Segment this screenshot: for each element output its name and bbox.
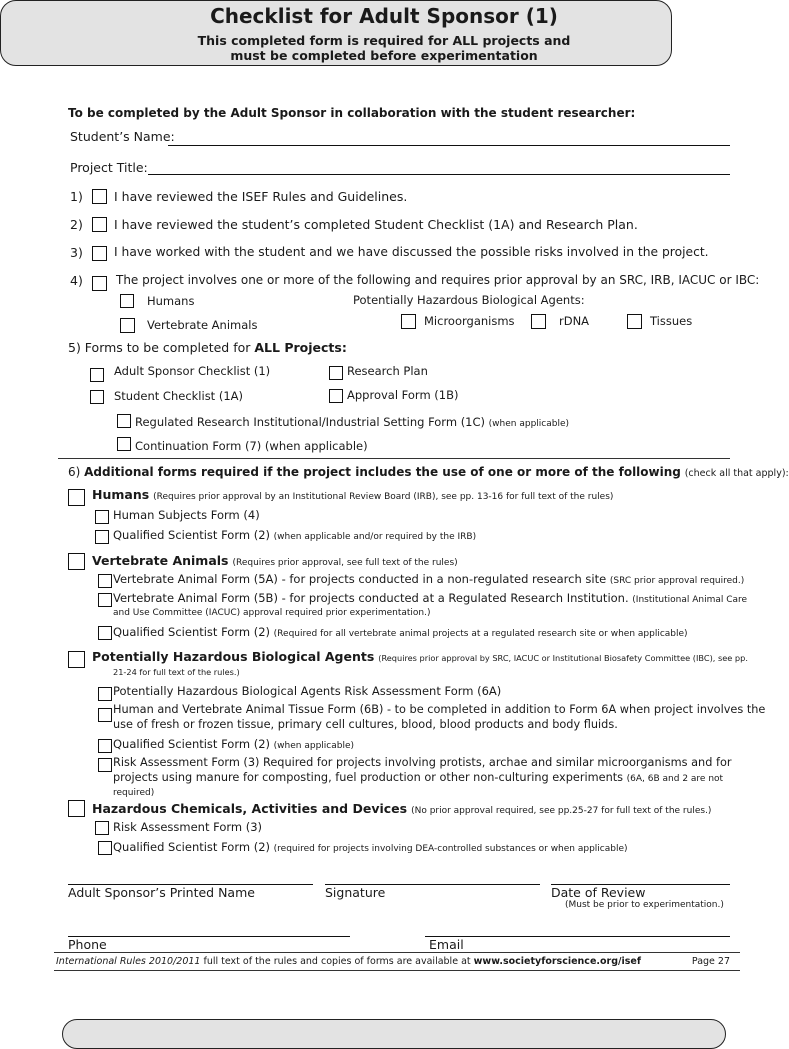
- phba-6b-label: Human and Vertebrate Animal Tissue Form (6B) - to be completed in addition to Form 6A when project involves the: [113, 703, 766, 716]
- phba-note: 21-24 for full text of the rules.): [113, 667, 240, 677]
- humans-form4-label: Human Subjects Form (4): [113, 508, 260, 522]
- humans-form2-checkbox[interactable]: [95, 530, 109, 544]
- form1a-label: Student Checklist (1A): [114, 389, 244, 403]
- item4-rdna-checkbox[interactable]: [531, 314, 546, 329]
- project-title-label: Project Title:: [70, 160, 148, 175]
- item4-text: The project involves one or more of the following and requires prior approval by an SRC, IRB, IACUC or IBC:: [116, 273, 760, 287]
- form7-label: Continuation Form (7) (when applicable): [135, 439, 368, 453]
- item3-text: I have worked with the student and we have discussed the possible risks involved in the project.: [114, 245, 709, 259]
- item3-number: 3): [70, 245, 83, 260]
- form1c-label: Regulated Research Institutional/Industrial Setting Form (1C) (when applicable): [135, 415, 570, 429]
- item4-vertebrate-checkbox[interactable]: [120, 318, 135, 333]
- item1-text: I have reviewed the ISEF Rules and Guidelines.: [114, 189, 408, 204]
- vertebrate-5a-label: Vertebrate Animal Form (5A) - for projects conducted in a non-regulated research site (SRC prior approval required.): [113, 572, 745, 586]
- form-title: Checklist for Adult Sponsor (1): [210, 4, 558, 28]
- item4-checkbox[interactable]: [92, 276, 107, 291]
- email-label: Email: [429, 937, 464, 952]
- chem-form2-label: Qualified Scientist Form (2) (required for projects involving DEA-controlled substances or when applicable): [113, 840, 628, 854]
- section6-heading: 6) Additional forms required if the project includes the use of one or more of the following (check all that apply):: [68, 465, 789, 479]
- form1a-checkbox[interactable]: [90, 390, 104, 404]
- vertebrate-heading: Vertebrate Animals (Requires prior approval, see full text of the rules): [92, 553, 458, 568]
- item2-text: I have reviewed the student’s completed Student Checklist (1A) and Research Plan.: [114, 217, 638, 232]
- item4-phba-label: Potentially Hazardous Biological Agents:: [353, 293, 585, 307]
- vertebrate-5b-checkbox[interactable]: [98, 593, 112, 607]
- vertebrate-form2-checkbox[interactable]: [98, 626, 112, 640]
- phone-label: Phone: [68, 937, 107, 952]
- form1c-checkbox[interactable]: [117, 414, 131, 428]
- chem-form2-checkbox[interactable]: [98, 841, 112, 855]
- item4-humans-label: Humans: [147, 294, 195, 308]
- item1-number: 1): [70, 189, 83, 204]
- phba-checkbox[interactable]: [68, 651, 85, 668]
- signature-label: Signature: [325, 885, 386, 900]
- item5-label: 5) Forms to be completed for ALL Projects:: [68, 340, 347, 355]
- research-plan-checkbox[interactable]: [329, 366, 343, 380]
- phba-form3-checkbox[interactable]: [98, 758, 112, 772]
- form7-checkbox[interactable]: [117, 437, 131, 451]
- chem-heading: Hazardous Chemicals, Activities and Devices (No prior approval required, see pp.25-27 for full text of the rules.): [92, 801, 712, 816]
- humans-checkbox[interactable]: [68, 489, 85, 506]
- phba-form3-label: Risk Assessment Form (3) Required for projects involving protists, archae and similar microorganisms and for: [113, 756, 732, 769]
- item4-number: 4): [70, 273, 83, 288]
- form-subtitle-line2: must be completed before experimentation: [230, 48, 538, 63]
- humans-form2-label: Qualified Scientist Form (2) (when applicable and/or required by the IRB): [113, 528, 477, 542]
- email-line[interactable]: [425, 936, 730, 937]
- phba-6b-checkbox[interactable]: [98, 708, 112, 722]
- phba-6b-label-cont: use of fresh or frozen tissue, primary cell cultures, blood, blood products and body fluids.: [113, 718, 618, 731]
- page-number: Page 27: [691, 956, 730, 967]
- vertebrate-5b-note: and Use Committee (IACUC) approval required prior experimentation.): [113, 608, 431, 618]
- project-title-field[interactable]: [148, 174, 730, 175]
- form1b-checkbox[interactable]: [329, 389, 343, 403]
- phba-form2-checkbox[interactable]: [98, 739, 112, 753]
- form1-checkbox[interactable]: [90, 368, 104, 382]
- student-name-field[interactable]: [168, 145, 730, 146]
- phone-line[interactable]: [68, 936, 350, 937]
- section-divider: [58, 458, 730, 459]
- item4-tissues-label: Tissues: [650, 314, 693, 328]
- item2-number: 2): [70, 217, 83, 232]
- student-name-label: Student’s Name:: [70, 129, 175, 144]
- item4-humans-checkbox[interactable]: [120, 294, 134, 308]
- humans-heading: Humans (Requires prior approval by an Institutional Review Board (IRB), see pp. 13-16 for full text of the rules): [92, 487, 614, 502]
- humans-form4-checkbox[interactable]: [95, 510, 109, 524]
- phba-6a-label: Potentially Hazardous Biological Agents Risk Assessment Form (6A): [113, 684, 502, 698]
- vertebrate-5a-checkbox[interactable]: [98, 574, 112, 588]
- item3-checkbox[interactable]: [92, 246, 107, 261]
- phba-heading: Potentially Hazardous Biological Agents (Requires prior approval by SRC, IACUC or Institutional Biosafety Committee (IBC), see pp.: [92, 649, 748, 664]
- item1-checkbox[interactable]: [92, 189, 107, 204]
- next-page-header-edge: [62, 1019, 726, 1049]
- vertebrate-5b-label: Vertebrate Animal Form (5B) - for projects conducted at a Regulated Research Institution. (Institutional Animal Care: [113, 591, 748, 605]
- chem-form3-checkbox[interactable]: [95, 821, 109, 835]
- item4-micro-label: Microorganisms: [424, 314, 515, 328]
- phba-form3-label-cont: projects using manure for composting, fuel production or other non-culturing experiments (6A, 6B and 2 are not: [113, 771, 724, 784]
- date-label: Date of Review: [551, 885, 646, 900]
- item4-vertebrate-label: Vertebrate Animals: [147, 318, 258, 332]
- intro-text: To be completed by the Adult Sponsor in collaboration with the student researcher:: [68, 106, 636, 120]
- phba-form3-label-end: required): [113, 788, 155, 798]
- vertebrate-checkbox[interactable]: [68, 553, 85, 570]
- item4-micro-checkbox[interactable]: [401, 314, 416, 329]
- page-footer: [54, 952, 740, 971]
- item4-rdna-label: rDNA: [559, 314, 590, 328]
- phba-form2-label: Qualified Scientist Form (2) (when applicable): [113, 737, 355, 751]
- form1b-label: Approval Form (1B): [347, 388, 459, 402]
- vertebrate-form2-label: Qualified Scientist Form (2) (Required for all vertebrate animal projects at a regulated research site or when applicable): [113, 625, 688, 639]
- date-note: (Must be prior to experimentation.): [565, 900, 724, 910]
- form-header: [0, 0, 672, 66]
- printed-name-label: Adult Sponsor’s Printed Name: [68, 885, 255, 900]
- phba-6a-checkbox[interactable]: [98, 687, 112, 701]
- item2-checkbox[interactable]: [92, 217, 107, 232]
- form-subtitle-line1: This completed form is required for ALL projects and: [197, 33, 571, 48]
- footer-text: International Rules 2010/2011 full text of the rules and copies of forms are available at www.societyforscience.org/isef: [56, 956, 641, 967]
- item4-tissues-checkbox[interactable]: [627, 314, 642, 329]
- chem-form3-label: Risk Assessment Form (3): [113, 820, 263, 834]
- chem-checkbox[interactable]: [68, 800, 85, 817]
- form1-label: Adult Sponsor Checklist (1): [114, 364, 271, 378]
- research-plan-label: Research Plan: [347, 364, 428, 378]
